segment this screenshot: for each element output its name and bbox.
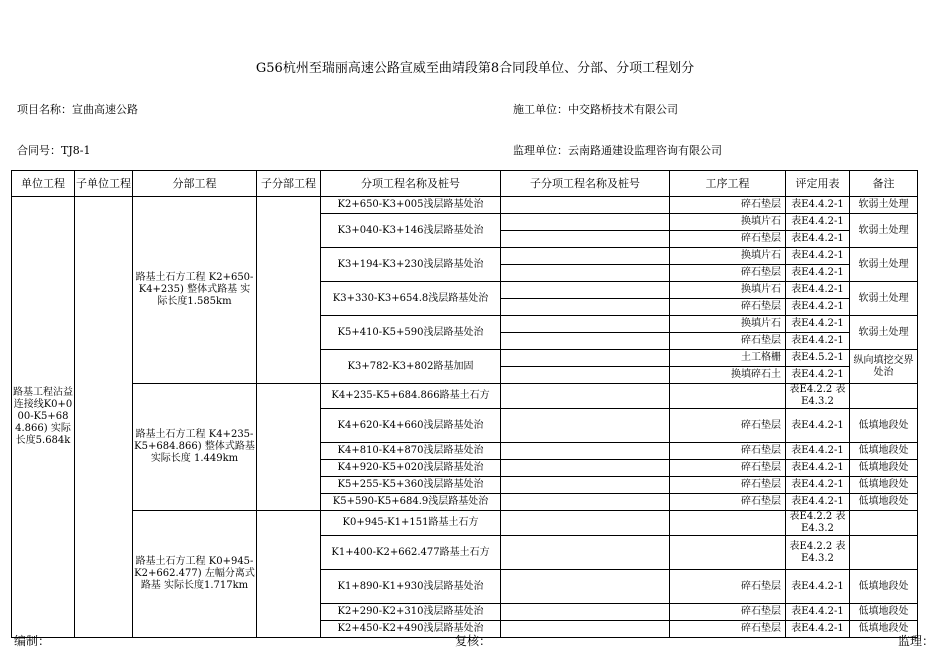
form-cell: 表E4.2.2 表E4.3.2 — [786, 536, 850, 570]
subitem-cell — [501, 197, 670, 214]
form-cell: 表E4.4.2-1 — [786, 477, 850, 494]
subitem-cell — [501, 214, 670, 231]
footer-reviewer: 复核： — [455, 634, 492, 648]
remark-cell: 软弱土处理 — [850, 214, 918, 248]
subitem-cell — [501, 511, 670, 536]
header-item: 分项工程名称及桩号 — [321, 171, 501, 197]
form-cell: 表E4.4.2-1 — [786, 197, 850, 214]
subitem-cell — [501, 460, 670, 477]
subitem-cell — [501, 536, 670, 570]
process-cell: 碎石垫层 — [670, 443, 786, 460]
form-cell: 表E4.4.2-1 — [786, 570, 850, 604]
header-remark: 备注 — [850, 171, 918, 197]
process-cell: 碎石垫层 — [670, 621, 786, 638]
subitem-cell — [501, 477, 670, 494]
item-cell: K2+450-K2+490浅层路基处治 — [321, 621, 501, 638]
item-cell: K2+650-K3+005浅层路基处治 — [321, 197, 501, 214]
process-cell: 换填片石 — [670, 248, 786, 265]
form-cell: 表E4.4.2-1 — [786, 409, 850, 443]
form-cell: 表E4.4.2-1 — [786, 214, 850, 231]
subdivision-cell — [257, 384, 321, 511]
subitem-cell — [501, 231, 670, 248]
subitem-cell — [501, 494, 670, 511]
header-unit: 单位工程 — [12, 171, 75, 197]
header-subitem: 子分项工程名称及桩号 — [501, 171, 670, 197]
form-cell: 表E4.4.2-1 — [786, 494, 850, 511]
process-cell — [670, 511, 786, 536]
remark-cell: 软弱土处理 — [850, 282, 918, 316]
subdivision-cell — [257, 511, 321, 638]
process-cell: 换填片石 — [670, 282, 786, 299]
process-cell: 碎石垫层 — [670, 460, 786, 477]
table-row — [12, 511, 918, 536]
form-cell: 表E4.4.2-1 — [786, 333, 850, 350]
subitem-cell — [501, 443, 670, 460]
form-cell: 表E4.4.2-1 — [786, 231, 850, 248]
form-cell: 表E4.4.2-1 — [786, 367, 850, 384]
process-cell: 碎石垫层 — [670, 570, 786, 604]
remark-cell: 软弱土处理 — [850, 248, 918, 282]
form-cell: 表E4.4.2-1 — [786, 248, 850, 265]
item-cell: K0+945-K1+151路基土石方 — [321, 511, 501, 536]
remark-cell: 低填地段处 — [850, 460, 918, 477]
item-cell: K4+620-K4+660浅层路基处治 — [321, 409, 501, 443]
item-cell: K3+782-K3+802路基加固 — [321, 350, 501, 384]
process-cell — [670, 384, 786, 409]
remark-cell — [850, 536, 918, 570]
process-cell: 碎石垫层 — [670, 299, 786, 316]
item-cell: K1+400-K2+662.477路基土石方 — [321, 536, 501, 570]
subitem-cell — [501, 621, 670, 638]
subitem-cell — [501, 350, 670, 367]
process-cell: 换填片石 — [670, 214, 786, 231]
process-cell: 碎石垫层 — [670, 494, 786, 511]
subitem-cell — [501, 282, 670, 299]
process-cell: 碎石垫层 — [670, 604, 786, 621]
subitem-cell — [501, 316, 670, 333]
header-form: 评定用表 — [786, 171, 850, 197]
item-cell: K3+040-K3+146浅层路基处治 — [321, 214, 501, 248]
table-header-row — [12, 171, 918, 197]
item-cell: K3+194-K3+230浅层路基处治 — [321, 248, 501, 282]
item-cell: K5+255-K5+360浅层路基处治 — [321, 477, 501, 494]
item-cell: K5+590-K5+684.9浅层路基处治 — [321, 494, 501, 511]
remark-cell: 低填地段处 — [850, 409, 918, 443]
header-division: 分部工程 — [133, 171, 257, 197]
form-cell: 表E4.2.2 表E4.3.2 — [786, 511, 850, 536]
remark-cell: 低填地段处 — [850, 621, 918, 638]
form-cell: 表E4.4.2-1 — [786, 460, 850, 477]
table-row — [12, 384, 918, 409]
subitem-cell — [501, 604, 670, 621]
supervisor-name: 监理单位：云南路通建设监理咨询有限公司 — [513, 144, 722, 157]
division-cell: 路基土石方工程 K2+650-K4+235) 整体式路基 实际长度1.585km — [133, 197, 257, 384]
remark-cell — [850, 384, 918, 409]
form-cell: 表E4.4.2-1 — [786, 604, 850, 621]
process-cell: 碎石垫层 — [670, 197, 786, 214]
form-cell: 表E4.4.2-1 — [786, 316, 850, 333]
subitem-cell — [501, 384, 670, 409]
process-cell: 换填碎石土 — [670, 367, 786, 384]
process-cell: 碎石垫层 — [670, 477, 786, 494]
form-cell: 表E4.2.2 表E4.3.2 — [786, 384, 850, 409]
remark-cell: 低填地段处 — [850, 443, 918, 460]
footer-editor: 编制： — [14, 634, 51, 648]
subitem-cell — [501, 333, 670, 350]
contractor-name: 施工单位：中交路桥技术有限公司 — [513, 103, 678, 116]
contract-number: 合同号：TJ8-1 — [17, 144, 91, 157]
process-cell: 碎石垫层 — [670, 333, 786, 350]
remark-cell: 低填地段处 — [850, 477, 918, 494]
remark-cell — [850, 511, 918, 536]
remark-cell: 软弱土处理 — [850, 197, 918, 214]
unit-cell: 路基工程沾益连接线K0+000-K5+684.866) 实际长度5.684k — [12, 197, 75, 638]
item-cell: K4+920-K5+020浅层路基处治 — [321, 460, 501, 477]
item-cell: K5+410-K5+590浅层路基处治 — [321, 316, 501, 350]
subitem-cell — [501, 265, 670, 282]
process-cell: 碎石垫层 — [670, 265, 786, 282]
form-cell: 表E4.4.2-1 — [786, 443, 850, 460]
table-body — [12, 197, 918, 638]
process-cell: 碎石垫层 — [670, 231, 786, 248]
form-cell: 表E4.5.2-1 — [786, 350, 850, 367]
item-cell: K1+890-K1+930浅层路基处治 — [321, 570, 501, 604]
table-row — [12, 197, 918, 214]
subitem-cell — [501, 367, 670, 384]
header-subdivision: 子分部工程 — [257, 171, 321, 197]
process-cell: 碎石垫层 — [670, 409, 786, 443]
division-cell: 路基土石方工程 K4+235-K5+684.866) 整体式路基实际长度 1.449km — [133, 384, 257, 511]
division-table — [11, 170, 918, 638]
process-cell — [670, 536, 786, 570]
subitem-cell — [501, 248, 670, 265]
subunit-cell — [75, 197, 133, 638]
item-cell: K2+290-K2+310浅层路基处治 — [321, 604, 501, 621]
remark-cell: 软弱土处理 — [850, 316, 918, 350]
header-process: 工序工程 — [670, 171, 786, 197]
form-cell: 表E4.4.2-1 — [786, 299, 850, 316]
remark-cell: 纵向填挖交界处治 — [850, 350, 918, 384]
project-name: 项目名称：宣曲高速公路 — [17, 103, 138, 116]
header-subunit: 子单位工程 — [75, 171, 133, 197]
item-cell: K4+810-K4+870浅层路基处治 — [321, 443, 501, 460]
remark-cell: 低填地段处 — [850, 604, 918, 621]
division-cell: 路基土石方工程 K0+945-K2+662.477) 左幅分离式路基 实际长度1.717km — [133, 511, 257, 638]
remark-cell: 低填地段处 — [850, 570, 918, 604]
remark-cell: 低填地段处 — [850, 494, 918, 511]
page-title: G56杭州至瑞丽高速公路宣威至曲靖段第8合同段单位、分部、分项工程划分 — [255, 61, 695, 76]
process-cell: 换填片石 — [670, 316, 786, 333]
subitem-cell — [501, 570, 670, 604]
subitem-cell — [501, 409, 670, 443]
process-cell: 土工格栅 — [670, 350, 786, 367]
form-cell: 表E4.4.2-1 — [786, 621, 850, 638]
form-cell: 表E4.4.2-1 — [786, 282, 850, 299]
item-cell: K3+330-K3+654.8浅层路基处治 — [321, 282, 501, 316]
form-cell: 表E4.4.2-1 — [786, 265, 850, 282]
item-cell: K4+235-K5+684.866路基土石方 — [321, 384, 501, 409]
subitem-cell — [501, 299, 670, 316]
subdivision-cell — [257, 197, 321, 384]
footer-supervisor: 监理： — [898, 634, 935, 648]
